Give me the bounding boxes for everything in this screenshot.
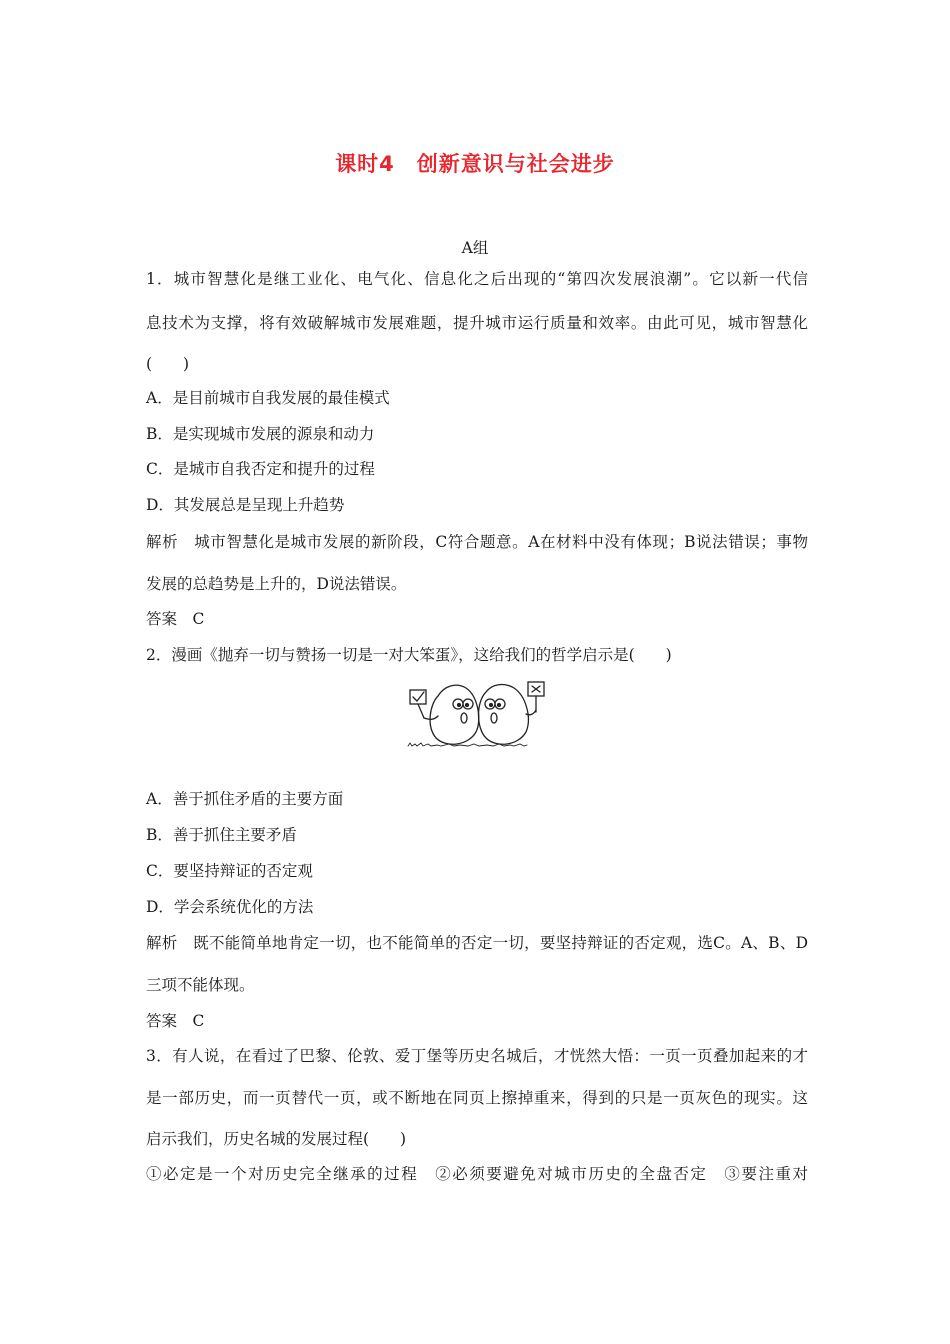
cartoon-illustration	[402, 674, 552, 752]
q1-analysis-line-1: 解析 城市智慧化是城市发展的新阶段，C符合题意。A在材料中没有体现；B说法错误；事物	[146, 533, 808, 551]
left-egg-figure	[430, 685, 479, 744]
group-label: A组	[461, 239, 489, 257]
q2-stem: 2．漫画《抛弃一切与赞扬一切是一对大笨蛋》，这给我们的哲学启示是( )	[146, 646, 672, 664]
q1-option-c: C．是城市自我否定和提升的过程	[146, 460, 375, 478]
q2-option-c: C．要坚持辩证的否定观	[146, 862, 313, 880]
q2-option-a: A．善于抓住矛盾的主要方面	[146, 790, 344, 808]
q1-option-b: B．是实现城市发展的源泉和动力	[146, 425, 375, 443]
q1-option-a: A．是目前城市自我发展的最佳模式	[146, 389, 390, 407]
q1-stem-line-2: 息技术为支撑，将有效破解城市发展难题，提升城市运行质量和效率。由此可见，城市智慧化	[146, 314, 808, 332]
q2-analysis-line-1: 解析 既不能简单地肯定一切，也不能简单的否定一切，要坚持辩证的否定观，选C。A、B、D	[146, 934, 808, 952]
q3-options-line-1: ①必定是一个对历史完全继承的过程 ②必须要避免对城市历史的全盘否定 ③要注重对	[146, 1165, 808, 1183]
q1-stem-line-1: 1．城市智慧化是继工业化、电气化、信息化之后出现的“第四次发展浪潮”。它以新一代信	[146, 270, 808, 288]
q2-answer: 答案 C	[146, 1012, 205, 1030]
q2-analysis-line-2: 三项不能体现。	[146, 976, 255, 994]
lesson-title: 课时4 创新意识与社会进步	[335, 152, 615, 176]
right-egg-figure	[479, 685, 529, 745]
q1-answer: 答案 C	[146, 610, 205, 628]
q3-stem-line-1: 3．有人说，在看过了巴黎、伦敦、爱丁堡等历史名城后，才恍然大悟：一页一页叠加起来的才	[146, 1047, 808, 1065]
q1-answer-blank: ( )	[146, 355, 190, 373]
q3-stem-line-3: 启示我们，历史名城的发展过程( )	[146, 1130, 407, 1148]
q3-stem-line-2: 是一部历史，而一页替代一页，或不断地在同页上擦掉重来，得到的只是一页灰色的现实。这	[146, 1089, 808, 1107]
q1-option-d: D．其发展总是呈现上升趋势	[146, 496, 345, 514]
q2-option-b: B．善于抓住主要矛盾	[146, 826, 297, 844]
q1-analysis-line-2: 发展的总趋势是上升的，D说法错误。	[146, 575, 407, 593]
q2-option-d: D．学会系统优化的方法	[146, 898, 314, 916]
